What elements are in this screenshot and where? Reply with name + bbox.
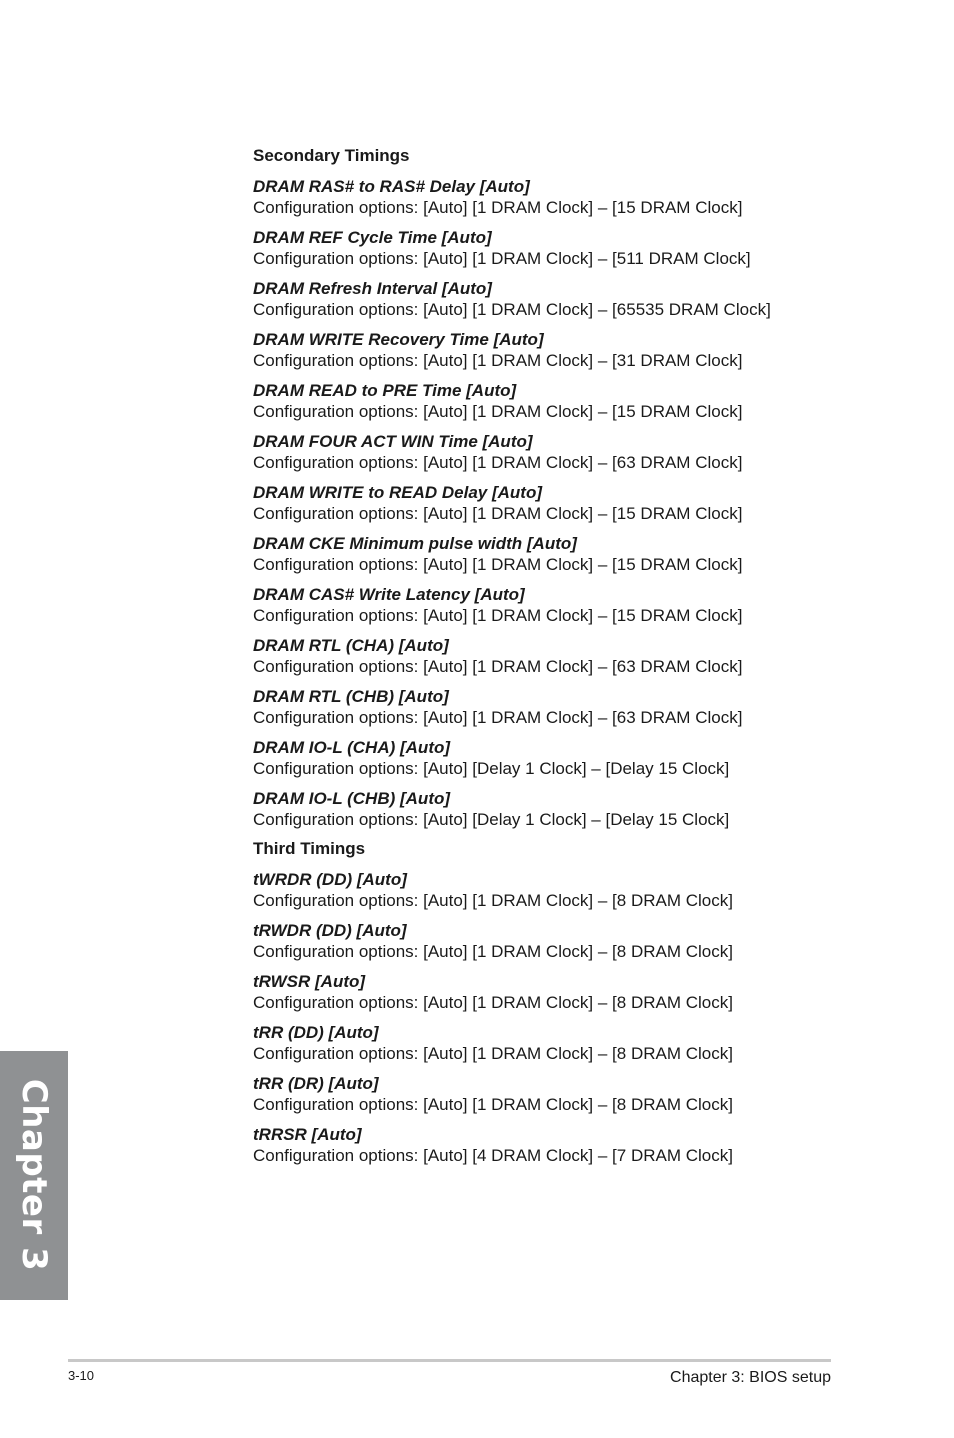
setting-item (253, 533, 873, 575)
setting-options: Configuration options: [Auto] [1 DRAM Clock] – [8 DRAM Clock] (253, 942, 733, 961)
setting-item (253, 584, 873, 626)
third-timings-list (253, 869, 873, 1166)
setting-title: DRAM FOUR ACT WIN Time [Auto] (253, 432, 533, 451)
setting-options: Configuration options: [Auto] [1 DRAM Clock] – [63 DRAM Clock] (253, 453, 743, 472)
third-timings-heading: Third Timings (253, 839, 366, 858)
setting-options: Configuration options: [Auto] [1 DRAM Clock] – [511 DRAM Clock] (253, 249, 751, 268)
setting-item (253, 278, 873, 320)
setting-item (253, 737, 873, 779)
setting-options: Configuration options: [Auto] [1 DRAM Clock] – [8 DRAM Clock] (253, 993, 733, 1012)
setting-title: DRAM IO-L (CHA) [Auto] (253, 738, 451, 757)
setting-item (253, 635, 873, 677)
setting-item (253, 686, 873, 728)
setting-title: tRR (DD) [Auto] (253, 1023, 379, 1042)
chapter-tab-label: Chapter 3 (14, 1078, 54, 1272)
setting-options: Configuration options: [Auto] [1 DRAM Clock] – [15 DRAM Clock] (253, 606, 743, 625)
setting-item (253, 482, 873, 524)
setting-title: DRAM IO-L (CHB) [Auto] (253, 789, 451, 808)
setting-options: Configuration options: [Auto] [1 DRAM Clock] – [15 DRAM Clock] (253, 198, 743, 217)
footer-chapter-title: Chapter 3: BIOS setup (670, 1369, 831, 1386)
setting-options: Configuration options: [Auto] [1 DRAM Clock] – [15 DRAM Clock] (253, 555, 743, 574)
setting-options: Configuration options: [Auto] [4 DRAM Clock] – [7 DRAM Clock] (253, 1146, 733, 1165)
setting-item (253, 1124, 873, 1166)
setting-item (253, 869, 873, 911)
setting-options: Configuration options: [Auto] [1 DRAM Clock] – [8 DRAM Clock] (253, 891, 733, 910)
setting-title: DRAM READ to PRE Time [Auto] (253, 381, 517, 400)
setting-title: DRAM CKE Minimum pulse width [Auto] (253, 534, 577, 553)
setting-item (253, 380, 873, 422)
setting-item (253, 227, 873, 269)
setting-options: Configuration options: [Auto] [1 DRAM Clock] – [31 DRAM Clock] (253, 351, 743, 370)
setting-title: DRAM RAS# to RAS# Delay [Auto] (253, 177, 530, 196)
setting-item (253, 1022, 873, 1064)
setting-options: Configuration options: [Auto] [Delay 1 Clock] – [Delay 15 Clock] (253, 810, 730, 829)
page-number: 3-10 (68, 1368, 95, 1383)
setting-item (253, 788, 873, 830)
setting-title: DRAM RTL (CHA) [Auto] (253, 636, 449, 655)
setting-options: Configuration options: [Auto] [Delay 1 Clock] – [Delay 15 Clock] (253, 759, 730, 778)
setting-title: DRAM CAS# Write Latency [Auto] (253, 585, 525, 604)
setting-item (253, 920, 873, 962)
setting-title: DRAM RTL (CHB) [Auto] (253, 687, 449, 706)
setting-title: DRAM WRITE to READ Delay [Auto] (253, 483, 542, 502)
setting-title: DRAM REF Cycle Time [Auto] (253, 228, 492, 247)
setting-options: Configuration options: [Auto] [1 DRAM Clock] – [65535 DRAM Clock] (253, 300, 771, 319)
setting-title: tRWDR (DD) [Auto] (253, 921, 407, 940)
setting-options: Configuration options: [Auto] [1 DRAM Clock] – [15 DRAM Clock] (253, 402, 743, 421)
manual-content (253, 146, 873, 1175)
setting-item (253, 176, 873, 218)
setting-title: DRAM Refresh Interval [Auto] (253, 279, 492, 298)
setting-options: Configuration options: [Auto] [1 DRAM Clock] – [63 DRAM Clock] (253, 708, 743, 727)
setting-title: tWRDR (DD) [Auto] (253, 870, 407, 889)
setting-item (253, 329, 873, 371)
setting-title: DRAM WRITE Recovery Time [Auto] (253, 330, 544, 349)
setting-item (253, 1073, 873, 1115)
footer-divider (68, 1359, 831, 1362)
secondary-timings-list (253, 176, 873, 830)
setting-title: tRRSR [Auto] (253, 1125, 362, 1144)
setting-title: tRWSR [Auto] (253, 972, 366, 991)
chapter-side-tab (0, 1051, 68, 1300)
setting-item (253, 971, 873, 1013)
setting-options: Configuration options: [Auto] [1 DRAM Clock] – [8 DRAM Clock] (253, 1044, 733, 1063)
setting-item (253, 431, 873, 473)
setting-options: Configuration options: [Auto] [1 DRAM Clock] – [63 DRAM Clock] (253, 657, 743, 676)
setting-options: Configuration options: [Auto] [1 DRAM Clock] – [8 DRAM Clock] (253, 1095, 733, 1114)
secondary-timings-heading: Secondary Timings (253, 146, 410, 165)
setting-title: tRR (DR) [Auto] (253, 1074, 379, 1093)
setting-options: Configuration options: [Auto] [1 DRAM Clock] – [15 DRAM Clock] (253, 504, 743, 523)
